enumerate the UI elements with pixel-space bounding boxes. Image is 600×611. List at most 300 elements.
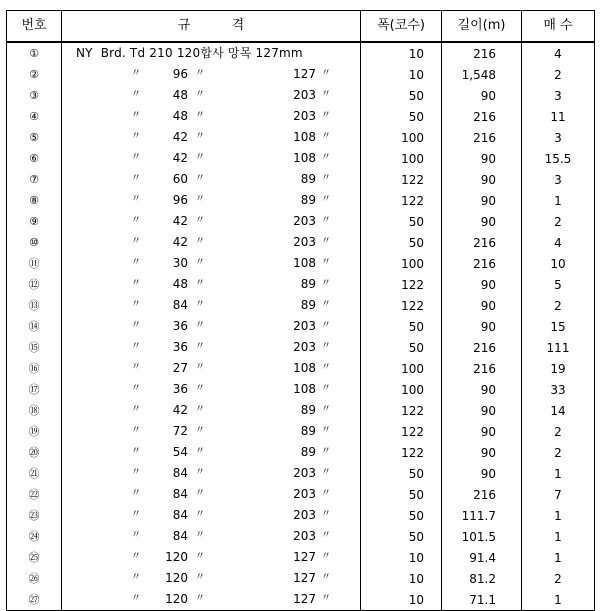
ditto-mark: 〃 [321, 152, 331, 163]
spec-ply: 120 [165, 550, 188, 564]
spec-cell [62, 421, 361, 442]
count-cell: 15 [522, 316, 595, 337]
ditto-mark: 〃 [195, 530, 205, 541]
length-cell: 90 [442, 148, 522, 169]
length-cell: 216 [442, 127, 522, 148]
ditto-mark: 〃 [131, 68, 141, 79]
ditto-mark: 〃 [321, 89, 331, 100]
row-number: ㉒ [28, 488, 40, 501]
spec-mesh: 203 [293, 529, 316, 543]
ditto-mark: 〃 [131, 299, 141, 310]
row-number: ① [29, 47, 39, 60]
width-cell: 122 [361, 442, 442, 463]
table-row [7, 421, 595, 442]
spec-mesh: 203 [293, 88, 316, 102]
count-cell: 3 [522, 85, 595, 106]
spec-mesh: 89 [300, 403, 316, 417]
width-cell: 122 [361, 400, 442, 421]
count-cell: 4 [522, 232, 595, 253]
row-number-cell [7, 169, 62, 190]
spec-cell [62, 190, 361, 211]
length-cell: 90 [442, 421, 522, 442]
width-cell: 50 [361, 232, 442, 253]
width-cell: 50 [361, 484, 442, 505]
table-row [7, 106, 595, 127]
width-cell: 50 [361, 505, 442, 526]
header-length: 길이(m) [442, 11, 522, 43]
header-width: 폭(코수) [361, 11, 442, 43]
spec-mesh: 203 [293, 508, 316, 522]
ditto-mark: 〃 [195, 509, 205, 520]
spec-cell [62, 295, 361, 316]
length-cell: 216 [442, 253, 522, 274]
row-number-cell [7, 547, 62, 568]
ditto-mark: 〃 [131, 89, 141, 100]
width-cell: 100 [361, 253, 442, 274]
row-number-cell [7, 316, 62, 337]
table-row [7, 232, 595, 253]
width-cell: 100 [361, 127, 442, 148]
count-cell: 111 [522, 337, 595, 358]
spec-mesh: 127 [293, 571, 316, 585]
length-cell: 90 [442, 463, 522, 484]
ditto-mark: 〃 [321, 404, 331, 415]
ditto-mark: 〃 [195, 383, 205, 394]
ditto-mark: 〃 [195, 446, 205, 457]
length-cell: 101.5 [442, 526, 522, 547]
spec-mesh: 127 [293, 550, 316, 564]
spec-ply: 60 [172, 172, 188, 186]
row-number: ⑭ [28, 320, 40, 333]
count-cell: 3 [522, 127, 595, 148]
spec-mesh: 89 [300, 424, 316, 438]
ditto-mark: 〃 [321, 236, 331, 247]
ditto-mark: 〃 [131, 551, 141, 562]
table-body [7, 42, 595, 611]
header-row [7, 11, 595, 43]
row-number-cell [7, 421, 62, 442]
ditto-mark: 〃 [321, 299, 331, 310]
row-number: ⑬ [28, 299, 40, 312]
ditto-mark: 〃 [321, 467, 331, 478]
row-number: ㉖ [28, 572, 40, 585]
count-cell: 1 [522, 463, 595, 484]
row-number: ㉗ [28, 593, 40, 606]
ditto-mark: 〃 [195, 257, 205, 268]
row-number: ⑲ [28, 425, 40, 438]
spec-cell [62, 127, 361, 148]
table-row [7, 589, 595, 611]
row-number-cell [7, 484, 62, 505]
ditto-mark: 〃 [131, 152, 141, 163]
length-cell: 90 [442, 295, 522, 316]
net-spec-document [6, 10, 594, 607]
spec-ply: 42 [172, 130, 188, 144]
table-header [7, 11, 595, 43]
length-cell: 216 [442, 42, 522, 64]
row-number: ⑰ [28, 383, 40, 396]
row-number-cell [7, 337, 62, 358]
ditto-mark: 〃 [131, 404, 141, 415]
ditto-mark: 〃 [195, 215, 205, 226]
spec-mesh: 108 [293, 151, 316, 165]
ditto-mark: 〃 [195, 488, 205, 499]
spec-mesh: 89 [300, 172, 316, 186]
length-cell: 216 [442, 106, 522, 127]
ditto-mark: 〃 [195, 110, 205, 121]
spec-ply: 48 [172, 277, 188, 291]
ditto-mark: 〃 [131, 383, 141, 394]
table-row [7, 547, 595, 568]
row-number: ⑱ [28, 404, 40, 417]
count-cell: 2 [522, 64, 595, 85]
width-cell: 100 [361, 379, 442, 400]
spec-cell [62, 211, 361, 232]
ditto-mark: 〃 [321, 362, 331, 373]
spec-ply: 96 [172, 193, 188, 207]
width-cell: 122 [361, 421, 442, 442]
table-row [7, 442, 595, 463]
spec-cell [62, 316, 361, 337]
spec-text: NY Brd. Td 210 120합사 망목 127mm [76, 46, 303, 60]
ditto-mark: 〃 [131, 509, 141, 520]
ditto-mark: 〃 [195, 341, 205, 352]
row-number: ㉓ [28, 509, 40, 522]
ditto-mark: 〃 [131, 467, 141, 478]
ditto-mark: 〃 [195, 362, 205, 373]
count-cell: 19 [522, 358, 595, 379]
row-number-cell [7, 526, 62, 547]
length-cell: 71.1 [442, 589, 522, 611]
table-row [7, 85, 595, 106]
ditto-mark: 〃 [195, 320, 205, 331]
spec-cell [62, 232, 361, 253]
length-cell: 90 [442, 169, 522, 190]
ditto-mark: 〃 [321, 488, 331, 499]
table-row [7, 400, 595, 421]
spec-cell [62, 64, 361, 85]
ditto-mark: 〃 [131, 530, 141, 541]
row-number-cell [7, 358, 62, 379]
ditto-mark: 〃 [321, 215, 331, 226]
ditto-mark: 〃 [131, 173, 141, 184]
row-number-cell [7, 232, 62, 253]
table-row [7, 64, 595, 85]
ditto-mark: 〃 [321, 530, 331, 541]
table-row [7, 127, 595, 148]
table-row [7, 358, 595, 379]
ditto-mark: 〃 [195, 194, 205, 205]
count-cell: 14 [522, 400, 595, 421]
spec-mesh: 89 [300, 298, 316, 312]
count-cell: 2 [522, 295, 595, 316]
header-count: 매 수 [522, 11, 595, 43]
table-row [7, 190, 595, 211]
length-cell: 91.4 [442, 547, 522, 568]
length-cell: 216 [442, 358, 522, 379]
ditto-mark: 〃 [321, 383, 331, 394]
row-number-cell [7, 148, 62, 169]
length-cell: 90 [442, 316, 522, 337]
spec-ply: 48 [172, 109, 188, 123]
width-cell: 10 [361, 547, 442, 568]
width-cell: 50 [361, 316, 442, 337]
spec-ply: 84 [172, 487, 188, 501]
ditto-mark: 〃 [321, 446, 331, 457]
row-number: ㉕ [28, 551, 40, 564]
ditto-mark: 〃 [321, 131, 331, 142]
length-cell: 81.2 [442, 568, 522, 589]
row-number-cell [7, 442, 62, 463]
spec-mesh: 203 [293, 109, 316, 123]
width-cell: 122 [361, 295, 442, 316]
ditto-mark: 〃 [131, 446, 141, 457]
width-cell: 10 [361, 64, 442, 85]
count-cell: 1 [522, 526, 595, 547]
row-number-cell [7, 274, 62, 295]
count-cell: 33 [522, 379, 595, 400]
row-number-cell [7, 400, 62, 421]
spec-cell [62, 547, 361, 568]
length-cell: 111.7 [442, 505, 522, 526]
spec-cell [62, 106, 361, 127]
count-cell: 1 [522, 190, 595, 211]
count-cell: 1 [522, 547, 595, 568]
ditto-mark: 〃 [131, 362, 141, 373]
width-cell: 10 [361, 589, 442, 611]
spec-mesh: 203 [293, 235, 316, 249]
ditto-mark: 〃 [131, 572, 141, 583]
table-row [7, 148, 595, 169]
ditto-mark: 〃 [195, 299, 205, 310]
ditto-mark: 〃 [131, 425, 141, 436]
ditto-mark: 〃 [195, 131, 205, 142]
ditto-mark: 〃 [195, 467, 205, 478]
spec-cell [62, 505, 361, 526]
count-cell: 2 [522, 442, 595, 463]
row-number-cell [7, 568, 62, 589]
spec-ply: 42 [172, 235, 188, 249]
ditto-mark: 〃 [321, 320, 331, 331]
ditto-mark: 〃 [321, 509, 331, 520]
spec-ply: 54 [172, 445, 188, 459]
spec-ply: 84 [172, 466, 188, 480]
table-row [7, 42, 595, 64]
width-cell: 50 [361, 85, 442, 106]
count-cell: 10 [522, 253, 595, 274]
count-cell: 1 [522, 505, 595, 526]
length-cell: 1,548 [442, 64, 522, 85]
spec-mesh: 203 [293, 340, 316, 354]
row-number: ④ [29, 110, 39, 123]
spec-cell [62, 442, 361, 463]
spec-ply: 36 [172, 340, 188, 354]
row-number-cell [7, 589, 62, 611]
spec-cell [62, 253, 361, 274]
width-cell: 50 [361, 526, 442, 547]
spec-mesh: 89 [300, 277, 316, 291]
count-cell: 2 [522, 421, 595, 442]
ditto-mark: 〃 [131, 131, 141, 142]
width-cell: 10 [361, 568, 442, 589]
spec-ply: 42 [172, 403, 188, 417]
width-cell: 100 [361, 358, 442, 379]
spec-ply: 84 [172, 508, 188, 522]
ditto-mark: 〃 [321, 173, 331, 184]
spec-mesh: 108 [293, 130, 316, 144]
row-number: ⑳ [28, 446, 40, 459]
width-cell: 50 [361, 337, 442, 358]
spec-mesh: 127 [293, 67, 316, 81]
width-cell: 122 [361, 190, 442, 211]
length-cell: 90 [442, 379, 522, 400]
ditto-mark: 〃 [195, 593, 205, 604]
count-cell: 1 [522, 589, 595, 611]
table-row [7, 274, 595, 295]
length-cell: 90 [442, 442, 522, 463]
count-cell: 2 [522, 568, 595, 589]
header-number: 번호 [7, 11, 62, 43]
spec-ply: 27 [172, 361, 188, 375]
spec-ply: 120 [165, 571, 188, 585]
header-spec: 규 격 [62, 11, 361, 43]
spec-cell [62, 589, 361, 611]
row-number-cell [7, 211, 62, 232]
ditto-mark: 〃 [321, 68, 331, 79]
ditto-mark: 〃 [195, 173, 205, 184]
row-number-cell [7, 85, 62, 106]
row-number: ⑯ [28, 362, 40, 375]
ditto-mark: 〃 [131, 236, 141, 247]
spec-mesh: 203 [293, 466, 316, 480]
table-row [7, 295, 595, 316]
length-cell: 90 [442, 400, 522, 421]
row-number: ⑮ [28, 341, 40, 354]
ditto-mark: 〃 [195, 68, 205, 79]
ditto-mark: 〃 [131, 215, 141, 226]
ditto-mark: 〃 [131, 257, 141, 268]
row-number-cell [7, 253, 62, 274]
width-cell: 100 [361, 148, 442, 169]
table-row [7, 463, 595, 484]
width-cell: 50 [361, 463, 442, 484]
row-number-cell [7, 127, 62, 148]
table-row [7, 337, 595, 358]
spec-cell [62, 274, 361, 295]
spec-cell [62, 169, 361, 190]
spec-cell [62, 400, 361, 421]
row-number: ⑫ [28, 278, 40, 291]
count-cell: 5 [522, 274, 595, 295]
ditto-mark: 〃 [195, 152, 205, 163]
length-cell: 90 [442, 190, 522, 211]
table-row [7, 379, 595, 400]
spec-cell [62, 358, 361, 379]
ditto-mark: 〃 [131, 320, 141, 331]
row-number: ⑥ [29, 152, 39, 165]
count-cell: 2 [522, 211, 595, 232]
spec-mesh: 89 [300, 193, 316, 207]
width-cell: 122 [361, 169, 442, 190]
length-cell: 90 [442, 85, 522, 106]
row-number: ㉑ [28, 467, 40, 480]
ditto-mark: 〃 [321, 593, 331, 604]
ditto-mark: 〃 [195, 278, 205, 289]
ditto-mark: 〃 [195, 425, 205, 436]
spec-ply: 36 [172, 319, 188, 333]
count-cell: 3 [522, 169, 595, 190]
length-cell: 216 [442, 232, 522, 253]
spec-mesh: 203 [293, 214, 316, 228]
spec-ply: 84 [172, 298, 188, 312]
row-number-cell [7, 505, 62, 526]
spec-ply: 30 [172, 256, 188, 270]
ditto-mark: 〃 [195, 572, 205, 583]
row-number-cell [7, 190, 62, 211]
ditto-mark: 〃 [321, 551, 331, 562]
spec-mesh: 203 [293, 319, 316, 333]
ditto-mark: 〃 [195, 551, 205, 562]
row-number-cell [7, 64, 62, 85]
length-cell: 90 [442, 274, 522, 295]
length-cell: 90 [442, 211, 522, 232]
ditto-mark: 〃 [321, 194, 331, 205]
ditto-mark: 〃 [321, 278, 331, 289]
table-row [7, 316, 595, 337]
ditto-mark: 〃 [131, 341, 141, 352]
table-row [7, 211, 595, 232]
ditto-mark: 〃 [131, 593, 141, 604]
row-number: ⑤ [29, 131, 39, 144]
spec-mesh: 203 [293, 487, 316, 501]
ditto-mark: 〃 [195, 89, 205, 100]
spec-ply: 42 [172, 214, 188, 228]
row-number-cell [7, 295, 62, 316]
spec-ply: 96 [172, 67, 188, 81]
spec-mesh: 108 [293, 361, 316, 375]
row-number: ⑨ [29, 215, 39, 228]
row-number-cell [7, 463, 62, 484]
net-spec-table [6, 10, 595, 611]
row-number: ㉔ [28, 530, 40, 543]
spec-cell [62, 85, 361, 106]
width-cell: 122 [361, 274, 442, 295]
width-cell: 50 [361, 211, 442, 232]
spec-ply: 42 [172, 151, 188, 165]
table-row [7, 169, 595, 190]
count-cell: 15.5 [522, 148, 595, 169]
spec-mesh: 127 [293, 592, 316, 606]
row-number-cell [7, 106, 62, 127]
spec-mesh: 108 [293, 382, 316, 396]
spec-cell [62, 148, 361, 169]
width-cell: 50 [361, 106, 442, 127]
row-number: ⑧ [29, 194, 39, 207]
spec-mesh: 89 [300, 445, 316, 459]
spec-ply: 72 [172, 424, 188, 438]
count-cell: 11 [522, 106, 595, 127]
table-row [7, 253, 595, 274]
row-number: ⑩ [29, 236, 39, 249]
spec-ply: 120 [165, 592, 188, 606]
spec-cell [62, 484, 361, 505]
spec-cell [62, 526, 361, 547]
ditto-mark: 〃 [131, 488, 141, 499]
row-number: ⑪ [28, 257, 40, 270]
table-row [7, 568, 595, 589]
row-number: ⑦ [29, 173, 39, 186]
row-number: ② [29, 68, 39, 81]
